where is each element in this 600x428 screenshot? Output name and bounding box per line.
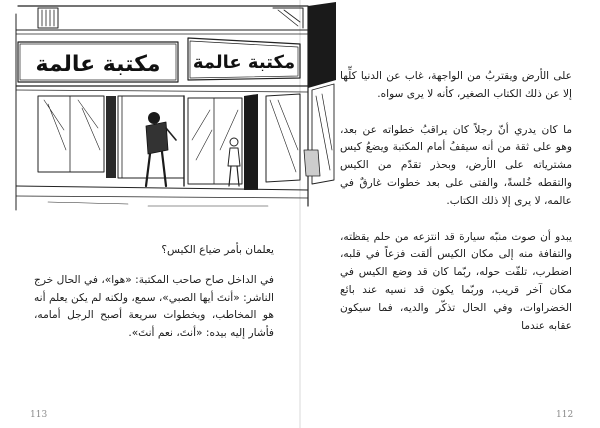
man-figure	[146, 112, 176, 186]
sign-right-text: مكتبة عالمة	[192, 52, 296, 73]
page-number-right: 112	[556, 410, 574, 420]
boy-figure	[228, 138, 240, 186]
right-paragraph: يبدو أن صوت منبّه سيارة قد انتزعه من حلم يقظته، والتفافة منه إلى مكان الكيس ألقت فزعاً في قلبه، اضطرب، تلفّت حوله، ربّما كان قد وضع الكيس في مكان آخر قريب، وربّما يكون قد نسيه عند بائع الخضراوات، وفي الحال تذكّر والديه، فما سيكون عقابه عندما	[340, 230, 572, 332]
page-number-left: 113	[30, 410, 48, 420]
left-page-text	[34, 242, 274, 343]
right-paragraph: ما كان يدري أنّ رجلاً كان يراقبُ خطواته عن بعد، وهو على ثقة من أنه سيقفُ أمام المكتبة ويضعُ كيس مشترياته على الأرض، وبحذر تقدّم من الكيس والتقطه خُلسةً، والفتى على بعد خطوات غارقٌ في عالمه، لا يرى إلا ذلك الكتاب.	[340, 123, 572, 207]
right-paragraph: على الأرض ويقتربُ من الواجهة، غاب عن الدنيا كلِّها إلا عن ذلك الكتاب الصغير، كأنه لا يرى سواه.	[340, 70, 572, 100]
left-paragraph: في الداخل صاح صاحب المكتبة: «هوا»، في الحال خرج الناشر: «أنتَ أيها الصبي»، سمع، ولكنه لم يكن يعلم أنه هو المخاطب، وبخطوات سريعة أصبح الرجل أمامه، فأشار إليه بيده: «أنتَ، نعم أنتَ».	[34, 273, 274, 340]
right-page-text	[340, 68, 572, 335]
left-paragraph: يعلمان بأمر ضياع الكيس؟	[161, 244, 274, 256]
bookstore-illustration	[8, 0, 338, 218]
sign-left-text: مكتبة عالمة	[35, 52, 161, 77]
